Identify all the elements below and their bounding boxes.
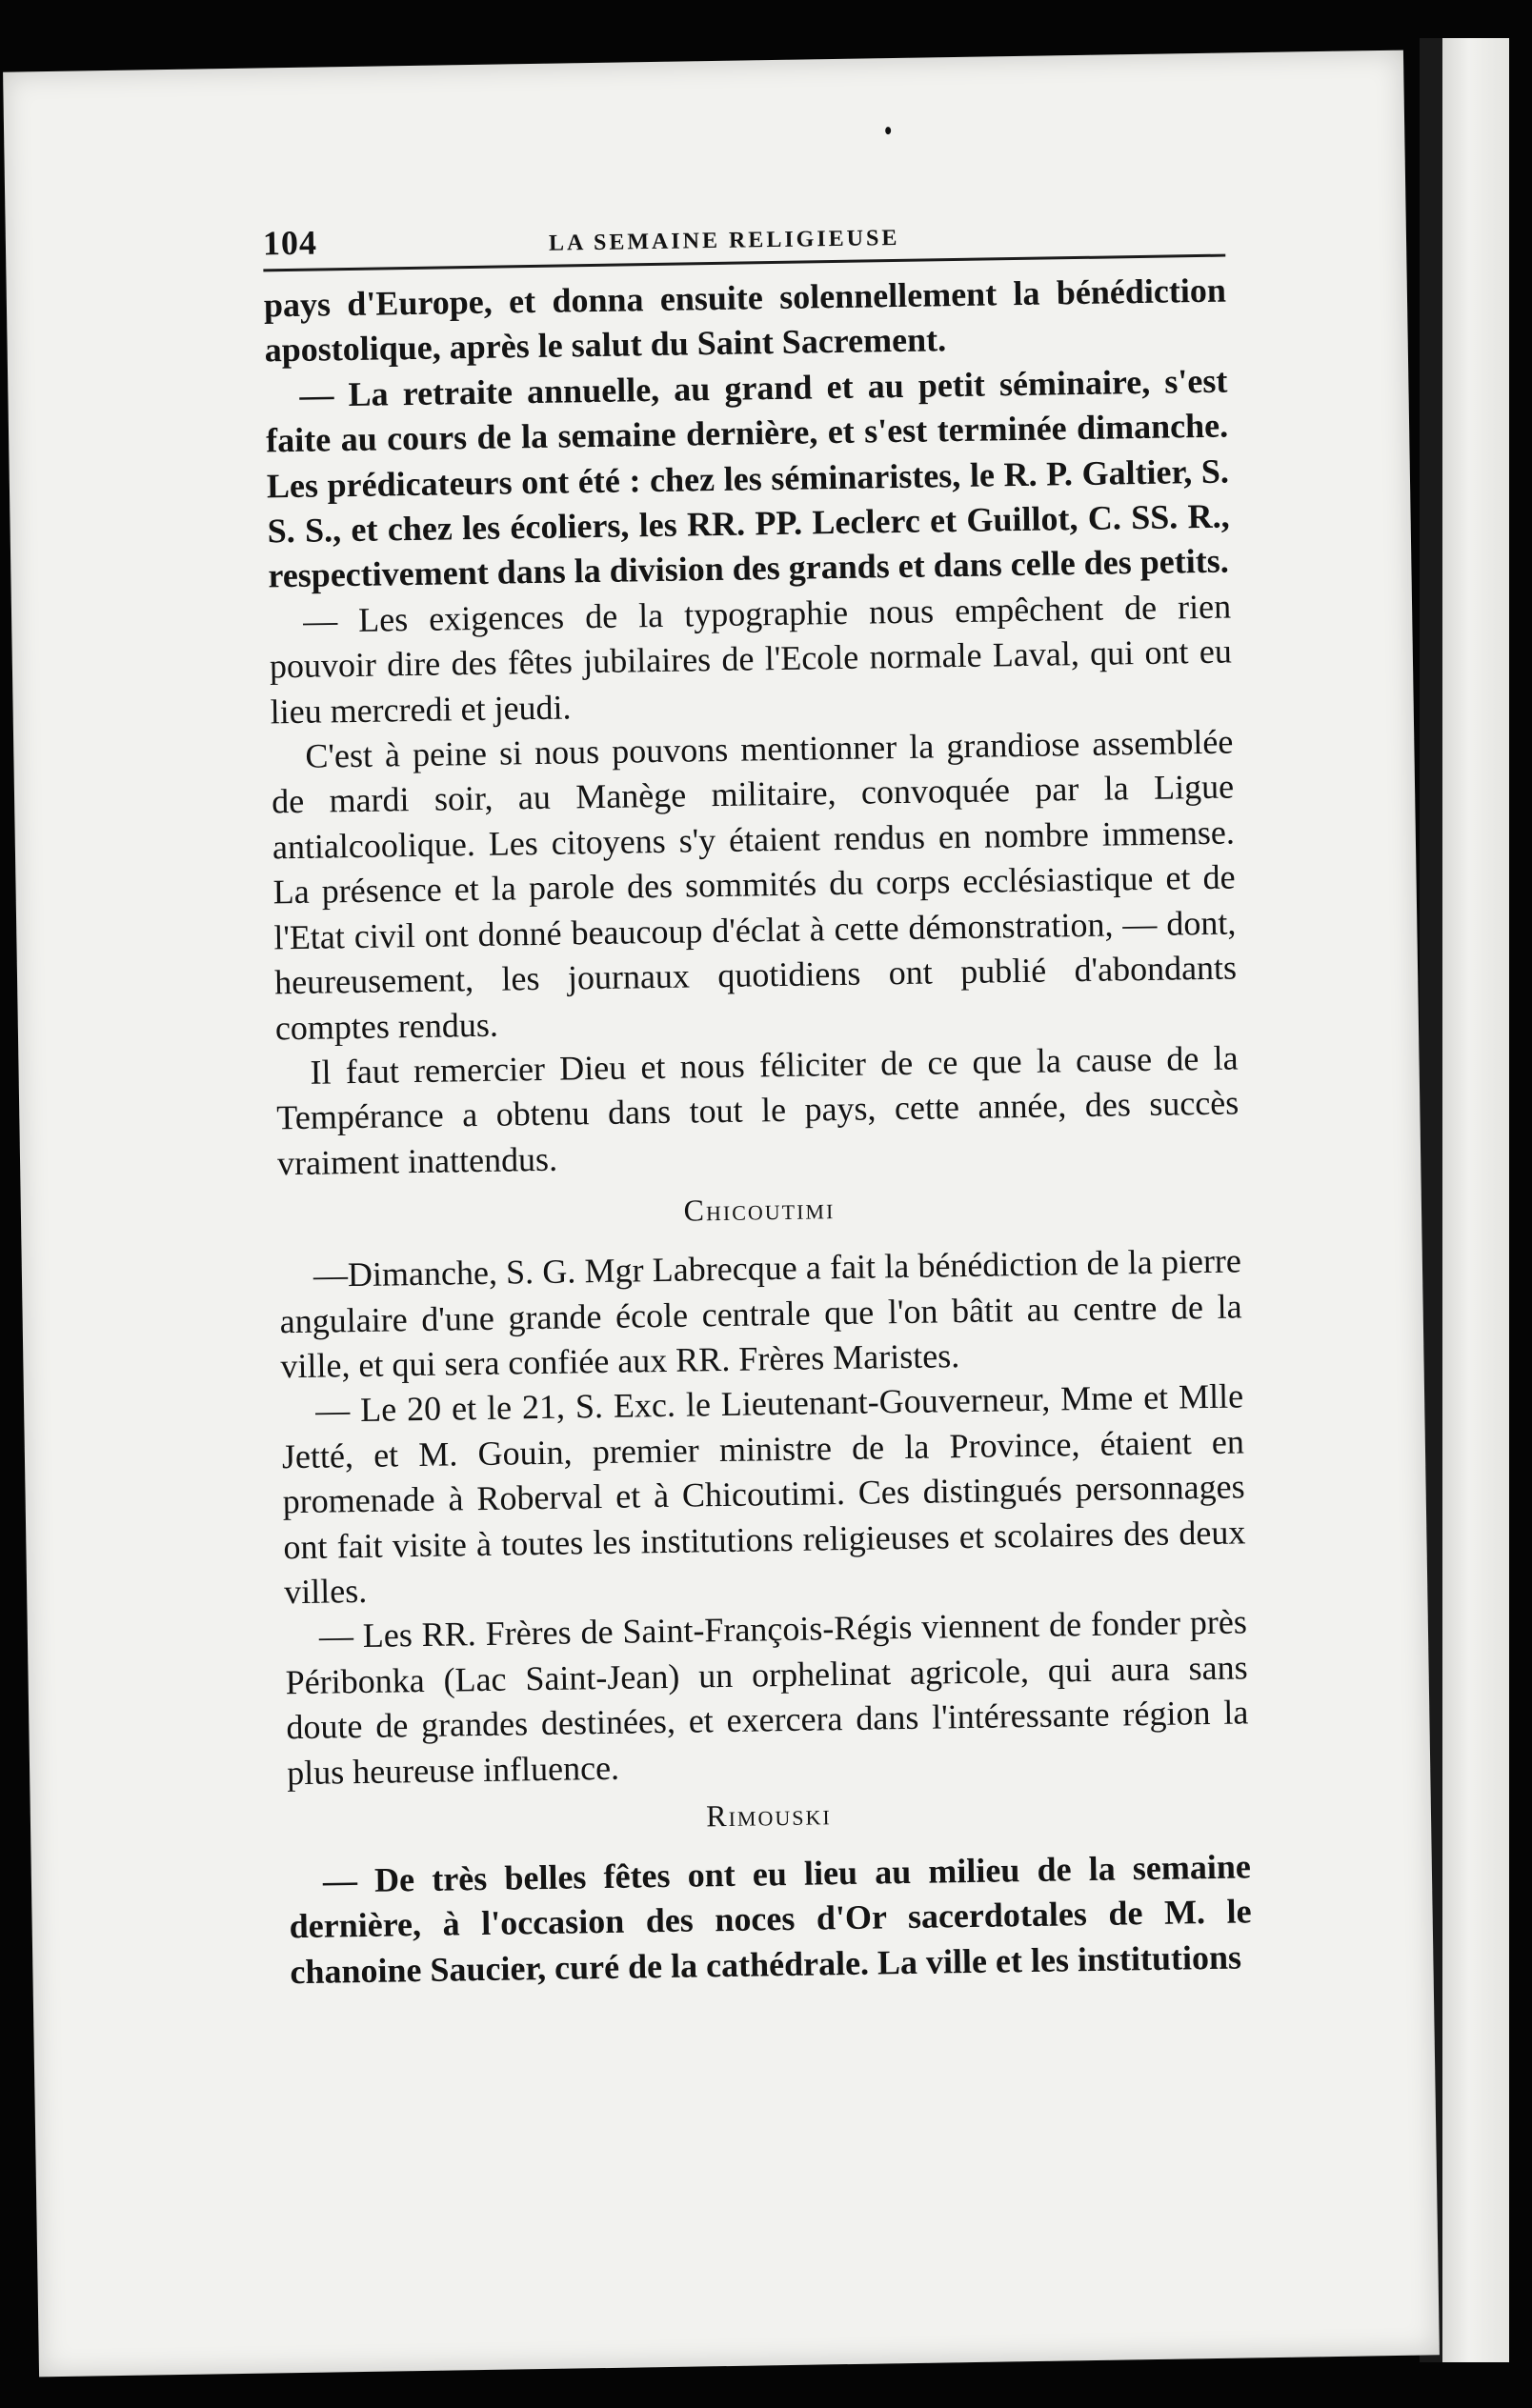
paragraph: pays d'Europe, et donna ensuite solennellement la bénédiction apostolique, après le salut du Saint Sacrement.	[263, 271, 1227, 370]
paragraph: C'est à peine si nous pouvons mentionner la grandiose assemblée de mardi soir, au Manège militaire, convoquée par la Ligue antialcoolique. Les citoyens s'y étaient rendus en nombre immense. La présence et la parole des sommités du corps ecclésiastique et de l'Etat civil ont donné beaucoup d'éclat à cette démonstration, — dont, heureusement, les journaux quotidiens ont publié d'abondants comptes rendus.	[271, 722, 1238, 1047]
paragraph: —Dimanche, S. G. Mgr Labrecque a fait la bénédiction de la pierre angulaire d'une grande école centrale que l'on bâtit au centre de la ville, et qui sera confiée aux RR. Frères Maristes.	[279, 1241, 1242, 1386]
paragraph: — De très belles fêtes ont eu lieu au milieu de la semaine dernière, à l'occasion des noces d'Or sacerdotales de M. le chanoine Saucier, curé de la cathédrale. La ville et les institutions	[289, 1847, 1252, 1992]
rimouski-text-block	[289, 1844, 1253, 1995]
paragraph: — Les exigences de la typographie nous empêchent de rien pouvoir dire des fêtes jubilaires de l'Ecole normale Laval, qui ont eu lieu mercredi et jeudi.	[269, 587, 1233, 732]
next-page-edge	[1442, 38, 1509, 2362]
book-page	[3, 50, 1440, 2378]
chicoutimi-text-block	[279, 1239, 1250, 1796]
paragraph: — Le 20 et le 21, S. Exc. le Lieutenant-Gouverneur, Mme et Mlle Jetté, et M. Gouin, premier ministre de la Province, étaient en promenade à Roberval et à Chicoutimi. Ces distingués personnages ont fait visite à toutes les institutions religieuses et scolaires des deux villes.	[281, 1376, 1246, 1612]
paragraph: — Les RR. Frères de Saint-François-Régis viennent de fonder près Péribonka (Lac Saint-Jean) un orphelinat agricole, qui aura sans doute de grandes destinées, et exercera dans l'intéressante région la plus heureuse influence.	[285, 1602, 1249, 1792]
paragraph: Il faut remercier Dieu et nous féliciter de ce que la cause de la Tempérance a obtenu dans tout le pays, cette année, des succès vraiment inattendus.	[276, 1038, 1240, 1183]
page-content	[262, 201, 1252, 1996]
top-text-block	[264, 269, 1231, 600]
paragraph: — La retraite annuelle, au grand et au petit séminaire, s'est faite au cours de la semaine dernière, et s'est terminée dimanche. Les prédicateurs ont été : chez les séminaristes, le R. P. Galtier, S. S. S., et chez les écoliers, les RR. PP. Leclerc et Guillot, C. SS. R., respectivement dans la division des grands et dans celle des petits.	[265, 361, 1230, 595]
middle-text-block	[269, 584, 1240, 1186]
page-number: 104	[262, 223, 318, 263]
section-heading-chicoutimi: Chicoutimi	[683, 1191, 836, 1228]
running-title: LA SEMAINE RELIGIEUSE	[548, 225, 900, 256]
ink-speck	[885, 127, 891, 134]
section-heading-rimouski: Rimouski	[705, 1796, 832, 1834]
running-head	[262, 201, 1225, 272]
